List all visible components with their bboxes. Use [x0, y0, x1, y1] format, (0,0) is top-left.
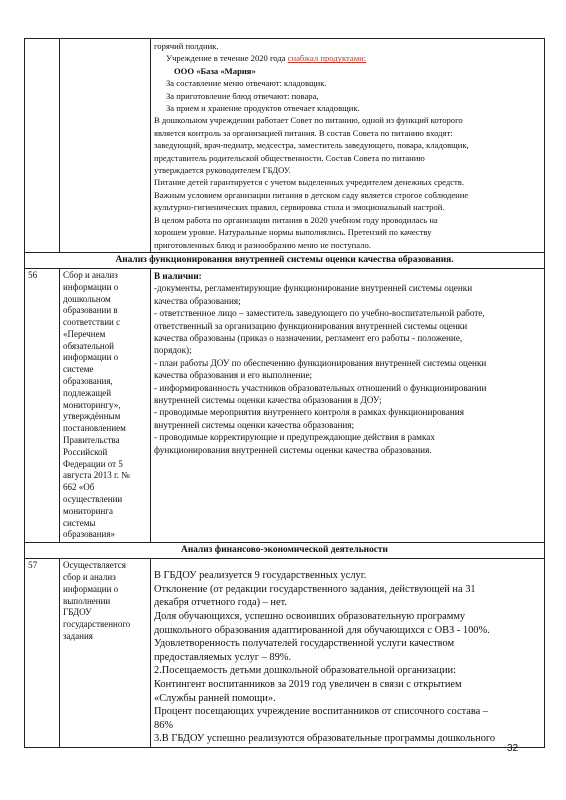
- criterion-line: «Перечнем: [63, 328, 106, 339]
- table-row: [25, 268, 545, 542]
- text-line: горячий полдник.: [154, 41, 219, 51]
- text-line: хорошем уровне. Натуральные нормы выполнялись. Претензий по качеству: [154, 227, 432, 238]
- criterion-line: государственного: [63, 619, 131, 630]
- criterion-line: мониторинга: [63, 505, 113, 516]
- criterion-line: Правительства: [63, 435, 120, 446]
- text-line: внутренней системы оценки качества образования;: [154, 419, 355, 430]
- criterion-line: образования,: [63, 376, 113, 387]
- text-line: является контроль за организацией питания. В состав Совета по питанию входят:: [154, 127, 453, 138]
- section-title: Анализ функционирования внутренней системы оценки качества образования.: [25, 252, 545, 268]
- supplier-name: ООО «База «Мария»: [174, 65, 256, 76]
- criterion-line: системе: [63, 364, 94, 375]
- text-line: порядок);: [154, 345, 192, 356]
- criterion-line: мониторингу»,: [63, 399, 121, 410]
- text-line: приготовленных блюд и разнообразию меню не поступало.: [154, 239, 371, 250]
- criterion-line: Сбор и анализ: [63, 269, 118, 280]
- text-line: - ответственное лицо – заместитель заведующего по учебно-воспитательной работе,: [154, 308, 485, 319]
- criterion-line: ГБДОУ: [63, 607, 92, 618]
- text-line: В ГБДОУ реализуется 9 государственных услуг.: [154, 570, 367, 582]
- criterion-cell: [60, 559, 151, 748]
- criterion-line: системы: [63, 517, 96, 528]
- text-line: Отклонение (от редакции государственного задания, действующей на 31: [154, 583, 476, 595]
- criterion-line: задания: [63, 631, 93, 642]
- text-line: За приготовление блюд отвечают: повара,: [166, 90, 319, 101]
- text-line: утверждается руководителем ГБДОУ.: [154, 165, 291, 176]
- text-line: Учреждение в течение 2020 года снабжал продуктами:: [166, 53, 367, 64]
- criterion-line: постановлением: [63, 423, 126, 434]
- content-cell: [151, 559, 545, 748]
- text-line: За составление меню отвечают: кладовщик.: [166, 78, 327, 89]
- criterion-line: утверждённым: [63, 411, 121, 422]
- criterion-line: подлежащей: [63, 387, 112, 398]
- text-line: ответственный за организацию функционирования внутренней системы оценки: [154, 320, 468, 331]
- criterion-line: информации о: [63, 352, 119, 363]
- criterion-line: Российской: [63, 446, 108, 457]
- criterion-line: образовании в: [63, 305, 118, 316]
- text-line: качества образования;: [154, 295, 241, 306]
- text-line: заведующий, врач-педиатр, медсестра, заместитель заведующего, повара, кладовщик,: [154, 140, 469, 151]
- criterion-line: сбор и анализ: [63, 572, 116, 583]
- section-header-row: [25, 543, 545, 559]
- text-line: 86%: [154, 719, 174, 731]
- text-line: - проводимые корректирующие и предупреждающие действия в рамках: [154, 432, 435, 443]
- text-line: Удовлетворенность получателей государственной услуги качеством: [154, 638, 455, 650]
- criterion-line: выполнении: [63, 595, 111, 606]
- section-title: Анализ финансово-экономической деятельности: [25, 543, 545, 559]
- text-line: внутренней системы оценки качества образования в ДОУ;: [154, 394, 382, 405]
- text-line: - проводимые мероприятия внутреннего контроля в рамках функционирования: [154, 407, 464, 418]
- section-header-row: [25, 252, 545, 268]
- text-line: Процент посещающих учреждение воспитанников от списочного состава –: [154, 706, 489, 718]
- text-line: функционирования внутренней системы оценки качества образования.: [154, 444, 432, 455]
- criterion-line: соответствии с: [63, 317, 121, 328]
- content-heading: В наличии:: [154, 270, 202, 281]
- text-line: Важным условием организации питания в детском саду является строгое соблюдение: [154, 189, 469, 200]
- text-line: Контингент воспитанников за 2019 год увеличен в связи с открытием: [154, 678, 462, 690]
- criterion-line: августа 2013 г. №: [63, 470, 130, 481]
- table-row: [25, 559, 545, 748]
- row-number: 57: [25, 559, 60, 748]
- criterion-line: дошкольном: [63, 293, 111, 304]
- content-cell: [151, 268, 545, 542]
- text-line: - план работы ДОУ по обеспечению функционирования внутренней системы оценки: [154, 357, 487, 368]
- text-line: За прием и хранение продуктов отвечает кладовщик.: [166, 103, 360, 114]
- criterion-cell: [60, 268, 151, 542]
- criterion-line: осуществлении: [63, 494, 123, 505]
- text-line: культурно-гигиенических правил, сервировка стола и эмоциональный настрой.: [154, 202, 445, 213]
- text-line: дошкольного образования адаптированной для обучающихся с ОВЗ - 100%.: [154, 624, 490, 636]
- row-number: 56: [25, 268, 60, 542]
- text-line: -документы, регламентирующие функционирование внутренней системы оценки: [154, 283, 473, 294]
- page-number: 32: [507, 743, 519, 754]
- text-line: декабря отчетного года) – нет.: [154, 597, 287, 609]
- text-line: В целом работа по организации питания в 2020 учебном году проводилась на: [154, 214, 438, 225]
- text-line: 3.В ГБДОУ успешно реализуются образовательные программы дошкольного: [154, 733, 496, 745]
- criterion-line: 662 «Об: [63, 482, 95, 493]
- text-line: Доля обучающихся, успешно освоивших образовательную программу: [154, 611, 466, 623]
- number-cell: [25, 39, 60, 253]
- criterion-line: информации о: [63, 281, 119, 292]
- text-line: качества образования и его выполнение;: [154, 370, 313, 381]
- highlighted-text: снабжал продуктами:: [287, 53, 367, 64]
- text-line: Питание детей гарантируется с учетом выделенных учредителем денежных средств.: [154, 177, 464, 188]
- text-line: В дошкольном учреждении работает Совет по питанию, одной из функций которого: [154, 115, 463, 126]
- table-row: [25, 39, 545, 253]
- text-line: предоставляемых услуг – 89%.: [154, 651, 292, 663]
- criterion-cell: [60, 39, 151, 253]
- text-line: «Службы ранней помощи».: [154, 692, 276, 704]
- criterion-line: Осуществляется: [63, 560, 126, 571]
- content-cell: [151, 39, 545, 253]
- criterion-line: обязательной: [63, 340, 114, 351]
- criterion-line: образования»: [63, 529, 115, 540]
- criterion-line: Федерации от 5: [63, 458, 123, 469]
- text-line: 2.Посещаемость детьми дошкольной образовательной организации:: [154, 665, 456, 677]
- report-table: [24, 38, 545, 748]
- criterion-line: информации о: [63, 583, 119, 594]
- text-line: - информированность участников образовательных отношений о функционировании: [154, 382, 487, 393]
- text-line: представитель родительской общественности. Состав Совета по питанию: [154, 152, 425, 163]
- text-line: качества образованы (приказ о назначении, регламент его работы - положение,: [154, 332, 463, 343]
